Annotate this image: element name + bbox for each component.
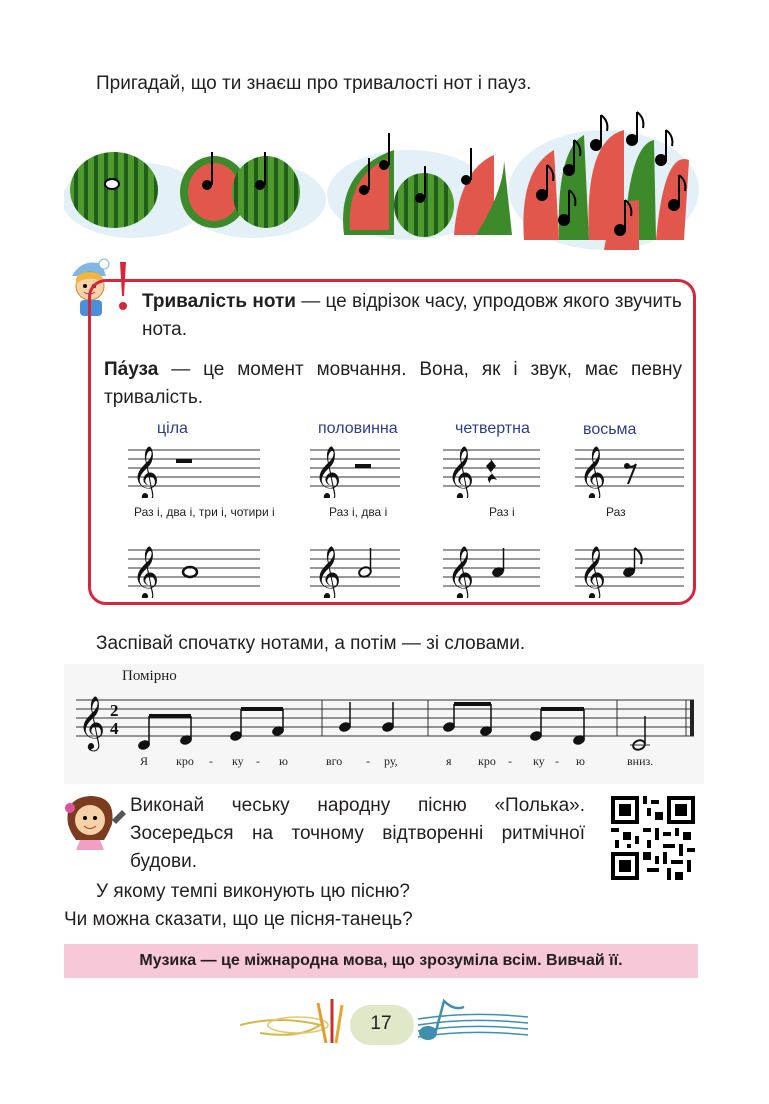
lyric-syllable: я: [446, 754, 452, 768]
note-duration-term: Тривалість ноти: [142, 291, 296, 312]
lyric-syllable: ру,: [384, 754, 398, 768]
lyric-syllable: ку: [232, 754, 244, 768]
count-quarter: Раз і: [489, 505, 515, 519]
svg-text:𝄞: 𝄞: [78, 695, 106, 749]
svg-text:𝄞: 𝄞: [132, 545, 160, 598]
note-duration-text: — це відрізок часу, упродовж якого звучить нота.: [142, 291, 682, 340]
svg-text:𝄞: 𝄞: [314, 545, 342, 598]
label-half: половинна: [318, 420, 398, 437]
count-eighth: Раз: [606, 505, 626, 519]
lyric-syllable: вго: [326, 754, 343, 768]
girl-character-icon: [60, 790, 130, 852]
quarter-note: [491, 548, 505, 578]
pause-definition: [104, 356, 682, 412]
final-half-note: [630, 716, 650, 751]
lyric-syllable: -: [508, 754, 512, 768]
half-note: [358, 548, 372, 578]
lyric-syllable: ку: [533, 754, 545, 768]
lyric-syllable: кро: [478, 754, 496, 768]
song-intro: Заспівай спочатку нотами, а потім — зі словами.: [96, 633, 526, 654]
label-whole: ціла: [157, 420, 188, 437]
lyric-syllable: ю: [576, 754, 585, 768]
count-whole: Раз і, два і, три і, чотири і: [134, 505, 275, 519]
lyric-syllable: -: [209, 754, 213, 768]
eighth-note: [622, 548, 642, 578]
note-staves: [128, 544, 688, 598]
treble-clef-icon: 𝄞: [132, 445, 160, 498]
half-rest: [355, 464, 371, 468]
quarter-rest: [486, 458, 497, 483]
lyric-syllable: кро: [176, 754, 194, 768]
lyric-syllable: -: [366, 754, 370, 768]
rest-staves: [128, 444, 688, 498]
intro-text: Пригадай, що ти знаєш про тривалості нот і пауз.: [96, 73, 532, 94]
note-duration-definition: [142, 288, 682, 344]
lyric-syllable: ю: [279, 754, 288, 768]
question-dance: Чи можна сказати, що це пісня-танець?: [64, 909, 413, 930]
tempo-marking: Помірно: [122, 668, 177, 684]
whole-rest: [176, 459, 192, 463]
whole-watermelon: [70, 152, 158, 228]
watermelon-illustration: [64, 110, 704, 260]
folk-song-task: Виконай чеську народну пісню «Полька». Зосередься на точному відтворенні ритмічної будови.: [130, 795, 585, 872]
svg-text:𝄞: 𝄞: [447, 445, 475, 498]
lyric-syllable: Я: [140, 754, 149, 768]
svg-text:4: 4: [110, 719, 119, 738]
label-eighth: восьма: [583, 421, 637, 438]
song-score: [64, 664, 704, 784]
qr-code[interactable]: [611, 796, 695, 880]
svg-text:𝄞: 𝄞: [579, 445, 607, 498]
svg-text:𝄞: 𝄞: [447, 545, 475, 598]
pause-term: Па́уза: [104, 359, 159, 380]
page-number: 17: [370, 1013, 392, 1034]
lyric-syllable: -: [555, 754, 559, 768]
lyric-syllable: вниз.: [627, 754, 654, 768]
lyrics-line: [64, 754, 704, 772]
pause-text: — це момент мовчання. Вона, як і звук, має певну тривалість.: [104, 359, 682, 408]
count-half: Раз і, два і: [329, 505, 388, 519]
music-motto-banner: Музика — це міжнародна мова, що зрозуміла всім. Вивчай її.: [64, 944, 698, 978]
eighth-rest: [624, 463, 636, 484]
paintbrush-icon: [318, 999, 342, 1043]
label-quarter: четвертна: [455, 420, 530, 437]
svg-text:𝄞: 𝄞: [579, 545, 607, 598]
lyric-syllable: -: [256, 754, 260, 768]
svg-text:𝄞: 𝄞: [314, 445, 342, 498]
svg-text:2: 2: [110, 701, 119, 720]
question-tempo: У якому темпі виконують цю пісню?: [96, 881, 410, 902]
